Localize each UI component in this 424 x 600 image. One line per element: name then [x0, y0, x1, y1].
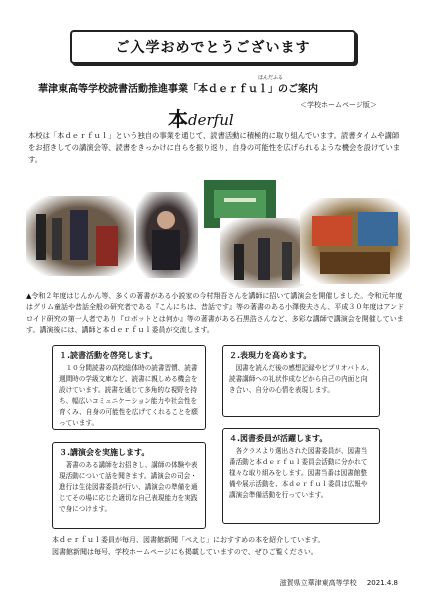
photo-lecture-hall [26, 196, 134, 276]
school-signature [280, 578, 398, 588]
activity-title: １.読書活動を啓発します。 [59, 351, 158, 360]
page-subtitle: ＜学校ホームページ版＞ [300, 101, 377, 109]
activity-title: ２.表現力を高めます。 [229, 351, 312, 360]
intro-paragraph: 本校は「本ｄｅｒｆｕｌ」という独自の事業を通じて、読書活動に積極的に取り組んでいます。読書タイムや講師をお招きしての講演会等、読書をきっかけに自らを振り返り、自身の可能性を広げられるような機会を設けています。 [28, 131, 401, 164]
footer-notice [52, 534, 382, 558]
photo-speaker [136, 192, 198, 278]
page-title [38, 75, 318, 95]
title-furigana: ほんだふる [258, 75, 284, 81]
photo-library-display [300, 198, 410, 284]
logo-text: derful [188, 111, 234, 129]
activity-body: １０分間読書の高校総体時の読書習慣、読書週間時の学級文庫など、読書に親しめる機会を設けています。読書を通じて多角的な視野を持ち、幅広いコミュニケーション能力や社会性を育くみ、自身の可能性を広げてくれることを願っています。 [59, 364, 198, 427]
footer-line: 図書館新聞は毎号、学校ホームページにも掲載していますので、ぜひご覧ください。 [52, 548, 318, 556]
logo-kanji: 本 [168, 107, 188, 130]
greeting-text: ご入学おめでとうございます [115, 40, 311, 56]
footer-line: 本ｄｅｒｆｕｌ委員が毎月、図書館新聞「ぺえじ」におすすめの本を紹介しています。 [52, 536, 325, 544]
greeting-banner [70, 30, 356, 64]
title-text: 華津東高等学校読書活動推進事業「本ｄｅｒｆｕｌ」のご案内 [38, 84, 318, 95]
activity-title: ３.講演会を実施します。 [59, 448, 150, 457]
activity-box-2 [222, 345, 380, 417]
issue-date: 2021.4.8 [366, 579, 398, 587]
activity-body: 著書のある講師をお招きし、講師の体験や表現活動について話を聞きます。講演会の司会・進行は生徒図書委員が行い、講演会の準備を通じてその場に応じた適切な自己表現能力を実践で身につけます。 [59, 461, 198, 513]
lecture-caption: ▲令和２年度はじんかん等、多くの著書がある小説家の今村翔吾さんを講師に招いて講演会を開催しました。令和元年度はグリム童話や昔話全般の研究者である『こんにちは、昔話です』等の著書のある小澤俊夫さん、平成３０年度はアンドロイド研究の第一人者であり『ロボットとは何か』等の著書がある石黒浩さんなど、多彩な講師で講演会を開催しています。講演後には、講師と本ｄｅｒｆｕｌ委員が交流します。 [26, 292, 405, 334]
activity-box-4 [222, 428, 380, 524]
activity-body: 各クラスより選出された図書委員が、図書当番活動と本ｄｅｒｆｕｌ委員会活動に分かれて様々な取り組みをします。図書当番は図書館整備や展示活動を、本ｄｅｒｆｕｌ委員は広報や講演会準備活動を行っています。 [229, 447, 368, 499]
activity-title: ４.図書委員が活躍します。 [229, 434, 328, 443]
school-name: 滋賀県立華津東高等学校 [279, 579, 357, 587]
activity-box-1 [52, 345, 206, 430]
honderful-logo [166, 106, 240, 130]
activity-body: 図書を読んだ後の感想記録やビブリオバトル、読書講師への礼状作成などから自己の内面と向き合い、自分の心情を表現します。 [229, 364, 373, 394]
activity-box-3 [52, 442, 206, 529]
